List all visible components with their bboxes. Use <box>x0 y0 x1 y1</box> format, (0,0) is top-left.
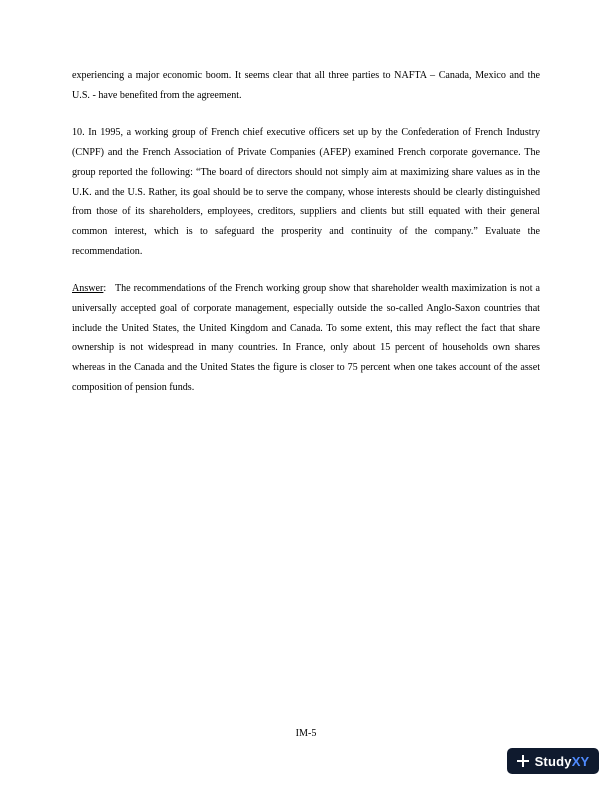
brand-name-study: Study <box>534 753 572 769</box>
paragraph-nafta-conclusion: experiencing a major economic boom. It seems clear that all three parties to NAFTA – Canada, Mexico and the U.S. - have benefited from the agreement. <box>72 70 540 101</box>
studyxy-badge[interactable] <box>507 748 599 774</box>
plus-icon <box>517 755 529 767</box>
question-10: 10. In 1995, a working group of French chief executive officers set up by the Confederation of French Industry (CNPF) and the French Association of Private Companies (AFEP) examined French corporate governance. The group reported the following: “The board of directors should not simply aim at maximizing share values as in the U.K. and the U.S. Rather, its goal should be to serve the company, whose interests should be clearly distinguished from those of its shareholders, employees, creditors, suppliers and clients but still equated with their general common interest, which is to safeguard the prosperity and continuity of the company.” Evaluate the recommendation. <box>72 127 540 257</box>
answer-label: Answer <box>72 283 104 295</box>
brand-name <box>535 754 590 769</box>
answer-colon: : <box>103 283 107 295</box>
answer-paragraph <box>72 279 540 397</box>
page-number: IM-5 <box>295 728 317 739</box>
brand-name-xy: XY <box>571 753 590 769</box>
answer-text: The recommendations of the French working group show that shareholder wealth maximization is not a universally accepted goal of corporate management, especially outside the so-called Anglo-Saxon countries that include the United States, the United Kingdom and Canada. To some extent, this may reflect the fact that share ownership is not widespread in many countries. In France, only about 15 percent of households own shares whereas in the Canada and the United States the figure is closer to 75 percent when one takes account of the asset composition of pension funds. <box>72 283 540 393</box>
page-body <box>72 66 540 398</box>
